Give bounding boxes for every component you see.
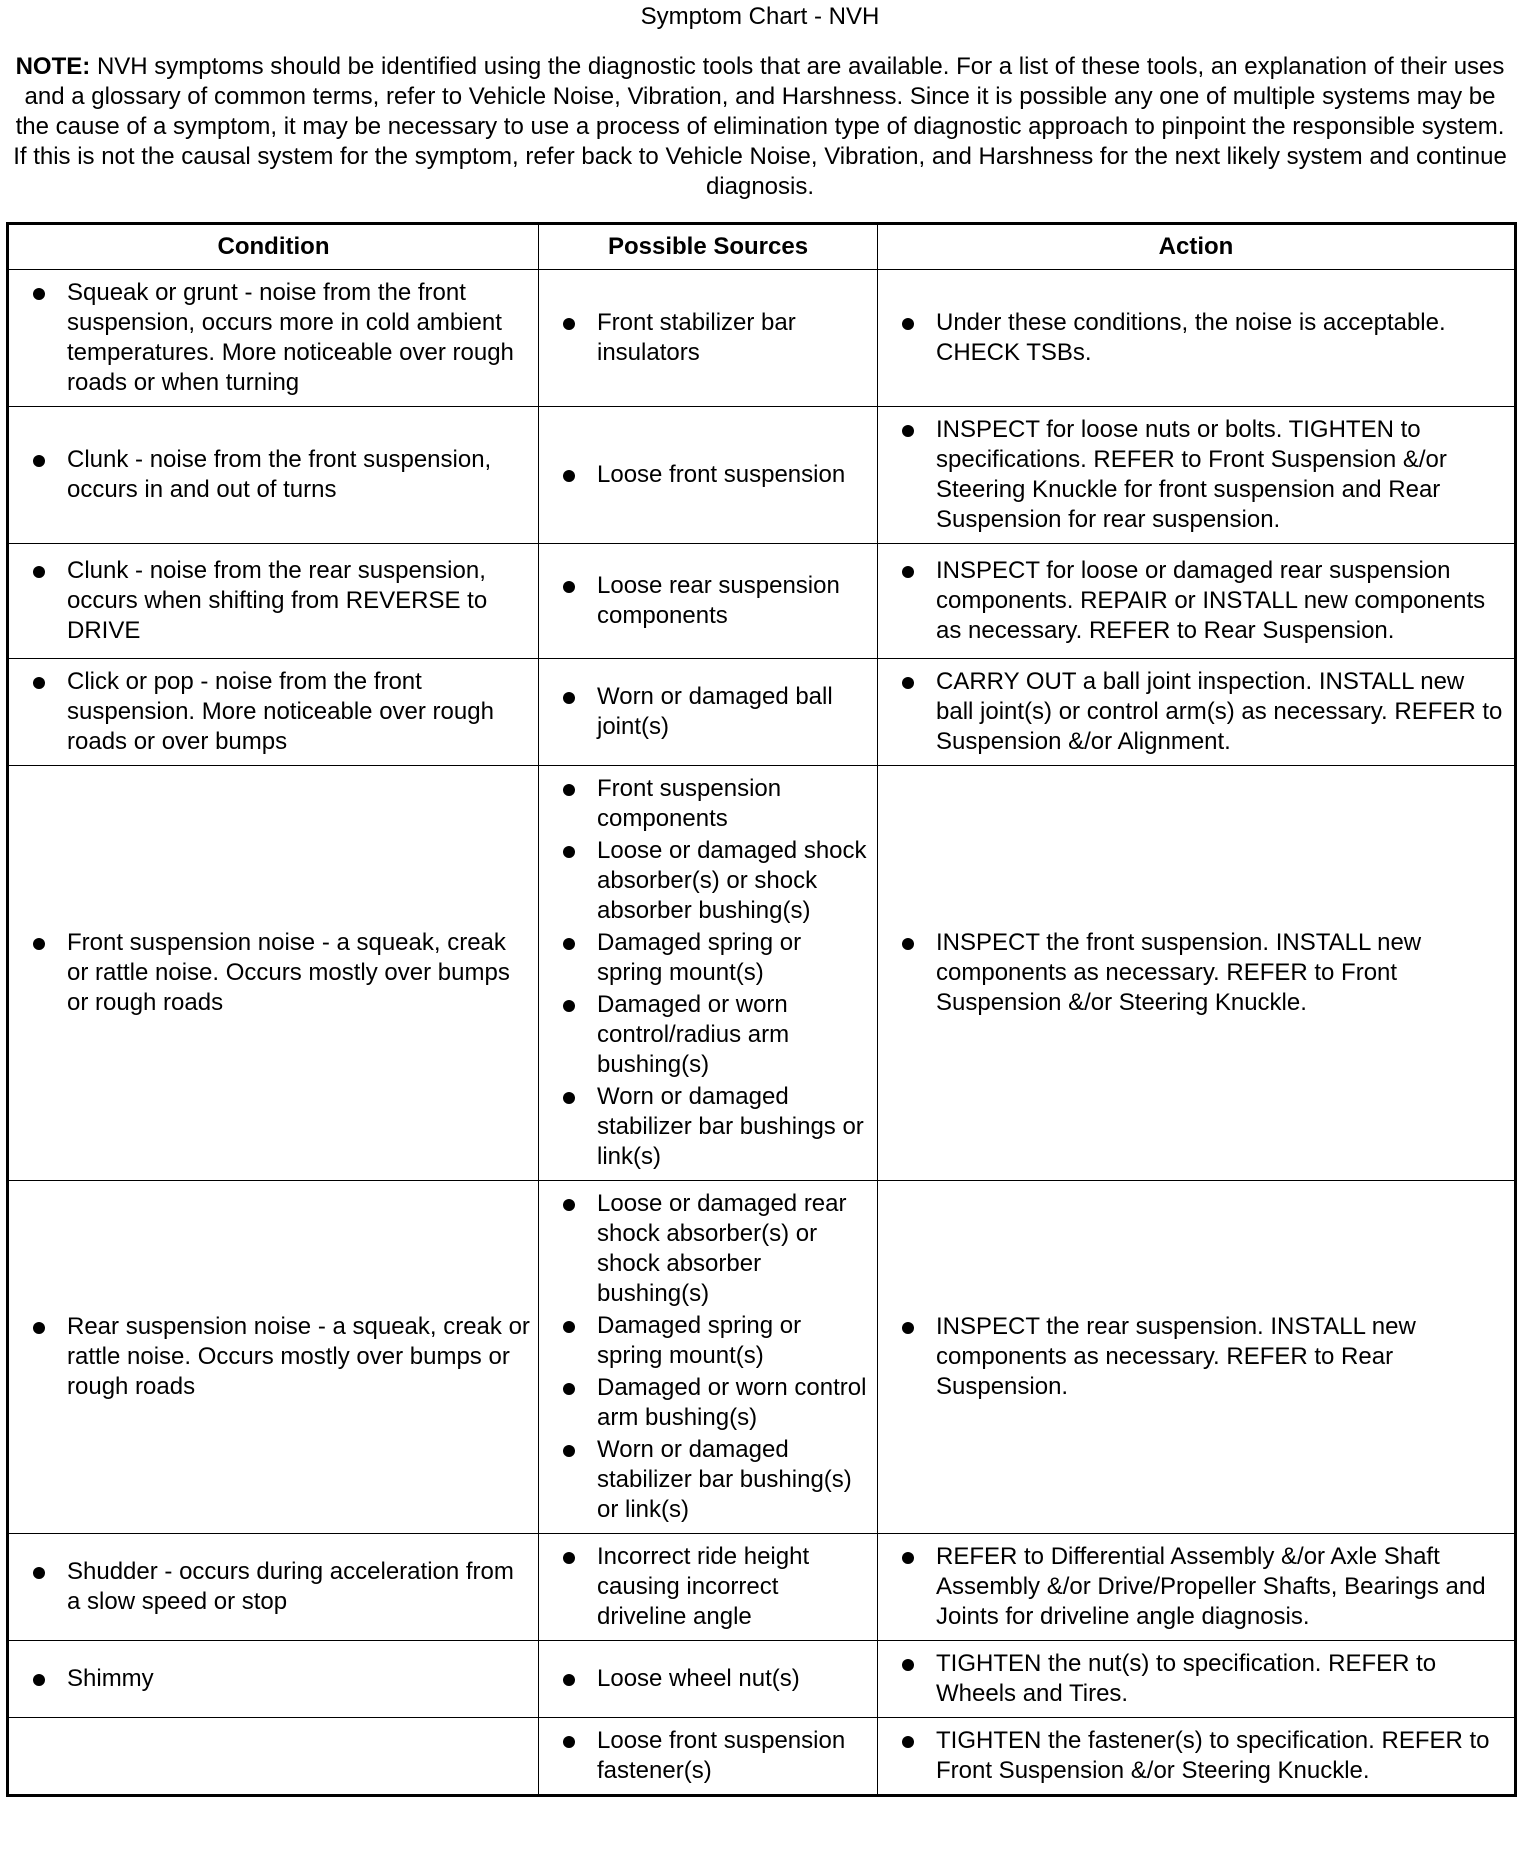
bullet-item: INSPECT the front suspension. INSTALL new components as necessary. REFER to Front Suspension &/or Steering Knuckle. — [898, 928, 1506, 1018]
condition-cell — [8, 1641, 539, 1718]
bullet-list — [559, 571, 869, 631]
bullet-item: Damaged spring or spring mount(s) — [559, 928, 869, 988]
page-title: Symptom Chart - NVH — [640, 3, 880, 30]
condition-cell — [8, 766, 539, 1181]
bullet-item: Clunk - noise from the front suspension, occurs in and out of turns — [29, 445, 530, 505]
action-cell — [878, 407, 1516, 544]
condition-cell — [8, 544, 539, 659]
bullet-list — [29, 556, 530, 646]
action-cell — [878, 1718, 1516, 1796]
possible-sources-cell — [539, 766, 878, 1181]
header-action: Action — [878, 224, 1516, 270]
bullet-item: INSPECT for loose nuts or bolts. TIGHTEN to specifications. REFER to Front Suspension &/or Steering Knuckle for front suspension and Rear Suspension for rear suspension. — [898, 415, 1506, 535]
bullet-item: Incorrect ride height causing incorrect driveline angle — [559, 1542, 869, 1632]
bullet-list — [898, 556, 1506, 646]
bullet-item: Front stabilizer bar insulators — [559, 308, 869, 368]
bullet-item: Loose or damaged shock absorber(s) or shock absorber bushing(s) — [559, 836, 869, 926]
condition-cell — [8, 270, 539, 407]
possible-sources-cell — [539, 1534, 878, 1641]
bullet-item: Squeak or grunt - noise from the front suspension, occurs more in cold ambient temperatures. More noticeable over rough roads or when turning — [29, 278, 530, 398]
note-paragraph — [12, 52, 1508, 202]
condition-cell — [8, 659, 539, 766]
bullet-list — [559, 1189, 869, 1525]
bullet-item: Front suspension noise - a squeak, creak or rattle noise. Occurs mostly over bumps or rough roads — [29, 928, 530, 1018]
bullet-item: Clunk - noise from the rear suspension, occurs when shifting from REVERSE to DRIVE — [29, 556, 530, 646]
bullet-list — [29, 1312, 530, 1402]
bullet-item: Worn or damaged stabilizer bar bushing(s) or link(s) — [559, 1435, 869, 1525]
possible-sources-cell — [539, 407, 878, 544]
bullet-item: CARRY OUT a ball joint inspection. INSTALL new ball joint(s) or control arm(s) as necessary. REFER to Suspension &/or Alignment. — [898, 667, 1506, 757]
table-row — [8, 1641, 1516, 1718]
action-cell — [878, 544, 1516, 659]
bullet-item: TIGHTEN the fastener(s) to specification. REFER to Front Suspension &/or Steering Knuckle. — [898, 1726, 1506, 1786]
action-cell — [878, 1181, 1516, 1534]
bullet-item: INSPECT the rear suspension. INSTALL new components as necessary. REFER to Rear Suspension. — [898, 1312, 1506, 1402]
action-cell — [878, 659, 1516, 766]
bullet-list — [898, 928, 1506, 1018]
bullet-list — [898, 415, 1506, 535]
bullet-item: Damaged or worn control/radius arm bushing(s) — [559, 990, 869, 1080]
possible-sources-cell — [539, 544, 878, 659]
bullet-item: Loose wheel nut(s) — [559, 1664, 869, 1694]
bullet-item: Loose rear suspension components — [559, 571, 869, 631]
bullet-item: Worn or damaged ball joint(s) — [559, 682, 869, 742]
bullet-item: REFER to Differential Assembly &/or Axle Shaft Assembly &/or Drive/Propeller Shafts, Bearings and Joints for driveline angle diagnosis. — [898, 1542, 1506, 1632]
table-body — [8, 270, 1516, 1796]
note-text: NVH symptoms should be identified using the diagnostic tools that are available. For a list of these tools, an explanation of their uses and a glossary of common terms, refer to Vehicle Noise, Vibration, and Harshness. Since it is possible any one of multiple systems may be the cause of a symptom, it may be necessary to use a process of elimination type of diagnostic approach to pinpoint the responsible system. If this is not the causal system for the symptom, refer back to Vehicle Noise, Vibration, and Harshness for the next likely system and continue diagnosis. — [13, 53, 1507, 200]
bullet-item: Front suspension components — [559, 774, 869, 834]
bullet-item: Shimmy — [29, 1664, 530, 1694]
table-row — [8, 1718, 1516, 1796]
table-header-row — [8, 224, 1516, 270]
action-cell — [878, 270, 1516, 407]
possible-sources-cell — [539, 659, 878, 766]
bullet-list — [559, 1664, 869, 1694]
possible-sources-cell — [539, 1181, 878, 1534]
bullet-list — [29, 1664, 530, 1694]
action-cell — [878, 766, 1516, 1181]
table-row — [8, 766, 1516, 1181]
table-row — [8, 407, 1516, 544]
table-row — [8, 659, 1516, 766]
bullet-list — [559, 1542, 869, 1632]
condition-cell — [8, 1718, 539, 1796]
possible-sources-cell — [539, 1718, 878, 1796]
bullet-list — [898, 1542, 1506, 1632]
condition-cell — [8, 407, 539, 544]
condition-cell — [8, 1534, 539, 1641]
bullet-list — [559, 682, 869, 742]
bullet-list — [559, 1726, 869, 1786]
bullet-item: Loose front suspension fastener(s) — [559, 1726, 869, 1786]
bullet-list — [898, 1312, 1506, 1402]
note-label: NOTE: — [15, 53, 91, 80]
bullet-list — [29, 445, 530, 505]
table-row — [8, 544, 1516, 659]
bullet-item: INSPECT for loose or damaged rear suspension components. REPAIR or INSTALL new components as necessary. REFER to Rear Suspension. — [898, 556, 1506, 646]
bullet-item: Damaged or worn control arm bushing(s) — [559, 1373, 869, 1433]
bullet-list — [559, 308, 869, 368]
bullet-item: Click or pop - noise from the front suspension. More noticeable over rough roads or over bumps — [29, 667, 530, 757]
bullet-item: Shudder - occurs during acceleration from a slow speed or stop — [29, 1557, 530, 1617]
bullet-list — [29, 928, 530, 1018]
bullet-list — [29, 278, 530, 398]
header-possible-sources: Possible Sources — [539, 224, 878, 270]
bullet-list — [898, 308, 1506, 368]
condition-cell — [8, 1181, 539, 1534]
possible-sources-cell — [539, 1641, 878, 1718]
bullet-item: Worn or damaged stabilizer bar bushings or link(s) — [559, 1082, 869, 1172]
bullet-list — [898, 1726, 1506, 1786]
action-cell — [878, 1534, 1516, 1641]
bullet-list — [29, 1557, 530, 1617]
bullet-item: Loose or damaged rear shock absorber(s) or shock absorber bushing(s) — [559, 1189, 869, 1309]
bullet-item: Damaged spring or spring mount(s) — [559, 1311, 869, 1371]
table-row — [8, 1534, 1516, 1641]
bullet-item: Under these conditions, the noise is acceptable. CHECK TSBs. — [898, 308, 1506, 368]
bullet-item: TIGHTEN the nut(s) to specification. REFER to Wheels and Tires. — [898, 1649, 1506, 1709]
bullet-item: Loose front suspension — [559, 460, 869, 490]
action-cell — [878, 1641, 1516, 1718]
symptom-chart-table — [6, 222, 1517, 1797]
bullet-list — [898, 1649, 1506, 1709]
bullet-list — [898, 667, 1506, 757]
possible-sources-cell — [539, 270, 878, 407]
table-row — [8, 1181, 1516, 1534]
table-row — [8, 270, 1516, 407]
bullet-list — [559, 774, 869, 1172]
bullet-list — [559, 460, 869, 490]
bullet-list — [29, 667, 530, 757]
bullet-item: Rear suspension noise - a squeak, creak or rattle noise. Occurs mostly over bumps or rough roads — [29, 1312, 530, 1402]
header-condition: Condition — [8, 224, 539, 270]
